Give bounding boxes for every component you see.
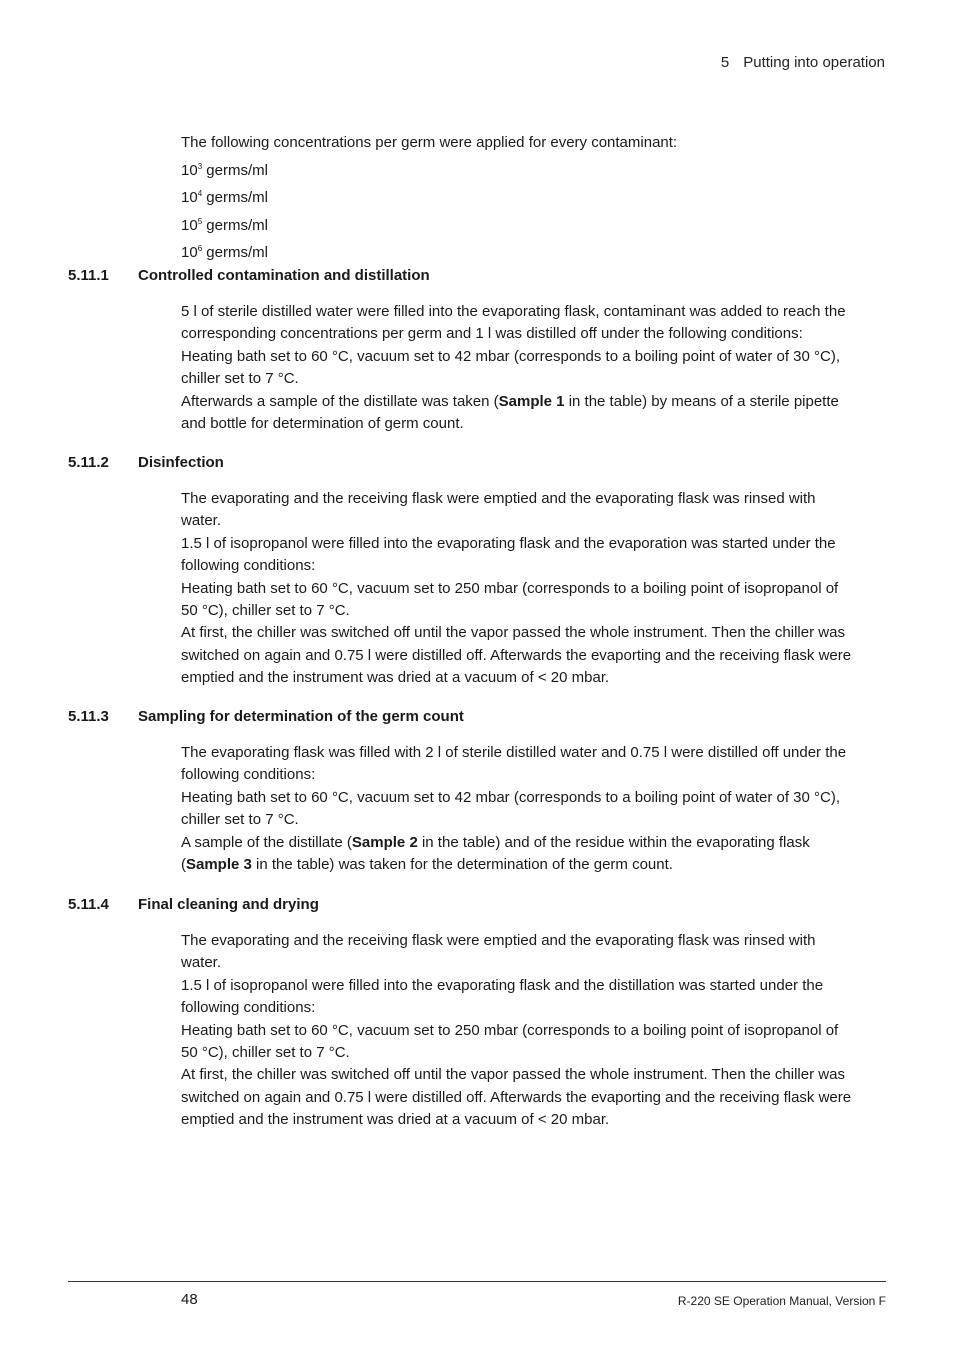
text-line: 1.5 l of isopropanol were filled into the evaporating flask and the distillation was started under the — [181, 976, 824, 994]
intro-text: The following concentrations per germ were applied for every contaminant: — [181, 134, 678, 151]
section-title: Disinfection — [138, 454, 224, 471]
section-body — [181, 488, 887, 690]
footer-divider — [68, 1281, 886, 1282]
manual-title: R-220 SE Operation Manual, Version F — [677, 1294, 886, 1308]
section-heading — [68, 453, 886, 473]
text-line: At first, the chiller was switched off until the vapor passed the whole instrument. Then the chiller was — [181, 624, 845, 642]
section-5-11-2 — [68, 453, 886, 690]
text-line: and bottle for determination of germ count. — [181, 415, 464, 433]
concentration-item: $10^5$ germs/ml — [181, 216, 268, 234]
text-line: 1.5 l of isopropanol were filled into the evaporating flask and the evaporation was started under the — [181, 534, 836, 552]
section-5-11-3 — [68, 707, 886, 876]
concentration-item: $10^6$ germs/ml — [181, 244, 268, 261]
text-line: Heating bath set to 60 °C, vacuum set to 42 mbar (corresponds to a boiling point of water of 30 °C), — [181, 347, 841, 365]
intro-block — [181, 132, 887, 270]
text-line: following conditions: — [181, 999, 316, 1017]
text-line: A sample of the distillate (Sample 2 in the table) and of the residue within the evaporating flask — [181, 833, 810, 851]
text-line: 50 °C), chiller set to 7 °C. — [181, 602, 350, 620]
page-number: 48 — [181, 1291, 198, 1308]
section-heading — [68, 266, 886, 286]
text-line: switched on again and 0.75 l were distilled off. Afterwards the evaporting and the receiving flask were — [181, 1088, 852, 1106]
text-line: 50 °C), chiller set to 7 °C. — [181, 1044, 350, 1062]
text-line: chiller set to 7 °C. — [181, 811, 299, 829]
text-line: (Sample 3 in the table) was taken for the determination of the germ count. — [181, 856, 673, 874]
text-line: emptied and the instrument was dried at a vacuum of < 20 mbar. — [181, 669, 610, 687]
text-line: following conditions: — [181, 766, 316, 784]
section-heading — [68, 707, 886, 727]
section-title: Controlled contamination and distillation — [138, 267, 430, 284]
text-line: 5 l of sterile distilled water were filled into the evaporating flask, contaminant was added to reach the — [181, 303, 846, 320]
text-line: Heating bath set to 60 °C, vacuum set to 250 mbar (corresponds to a boiling point of isopropanol of — [181, 1021, 839, 1039]
running-header — [721, 53, 885, 73]
text-line: switched on again and 0.75 l were distilled off. Afterwards the evaporting and the receiving flask were — [181, 646, 852, 664]
text-line: The evaporating flask was filled with 2 l of sterile distilled water and 0.75 l were distilled off under the — [181, 744, 847, 761]
text-line: The evaporating and the receiving flask were emptied and the evaporating flask was rinsed with — [181, 490, 816, 507]
text-line: Heating bath set to 60 °C, vacuum set to 42 mbar (corresponds to a boiling point of water of 30 °C), — [181, 788, 841, 806]
section-body — [181, 930, 887, 1132]
section-body — [181, 301, 887, 435]
text-line: Heating bath set to 60 °C, vacuum set to 250 mbar (corresponds to a boiling point of isopropanol of — [181, 579, 839, 597]
section-5-11-4 — [68, 895, 886, 1132]
text-line: Afterwards a sample of the distillate was taken (Sample 1 in the table) by means of a sterile pipette — [181, 392, 839, 410]
text-line: water. — [181, 512, 222, 530]
sample-label: Sample 1 — [498, 392, 565, 410]
section-number: 5.11.1 — [68, 267, 109, 284]
sample-label: Sample 2 — [351, 833, 418, 851]
text-line: At first, the chiller was switched off until the vapor passed the whole instrument. Then the chiller was — [181, 1066, 845, 1084]
section-number: 5.11.2 — [68, 454, 109, 471]
text-line: chiller set to 7 °C. — [181, 370, 299, 388]
section-body — [181, 742, 887, 876]
text-line: emptied and the instrument was dried at a vacuum of < 20 mbar. — [181, 1111, 610, 1129]
text-line: The evaporating and the receiving flask were emptied and the evaporating flask was rinsed with — [181, 932, 816, 949]
text-line: corresponding concentrations per germ and 1 l was distilled off under the following conditions: — [181, 325, 803, 343]
section-5-11-1 — [68, 266, 886, 435]
section-title: Sampling for determination of the germ count — [138, 708, 464, 725]
section-heading — [68, 895, 886, 915]
section-number: 5.11.4 — [68, 896, 109, 913]
concentration-item: $10^4$ germs/ml — [181, 189, 268, 206]
text-line: following conditions: — [181, 557, 316, 575]
chapter-number: 5 — [720, 54, 730, 71]
chapter-title: Putting into operation — [743, 54, 885, 71]
concentration-item: $10^3$ germs/ml — [181, 161, 268, 179]
text-line: water. — [181, 954, 222, 972]
section-title: Final cleaning and drying — [138, 896, 319, 913]
section-number: 5.11.3 — [68, 708, 109, 725]
sample-label: Sample 3 — [186, 856, 252, 874]
